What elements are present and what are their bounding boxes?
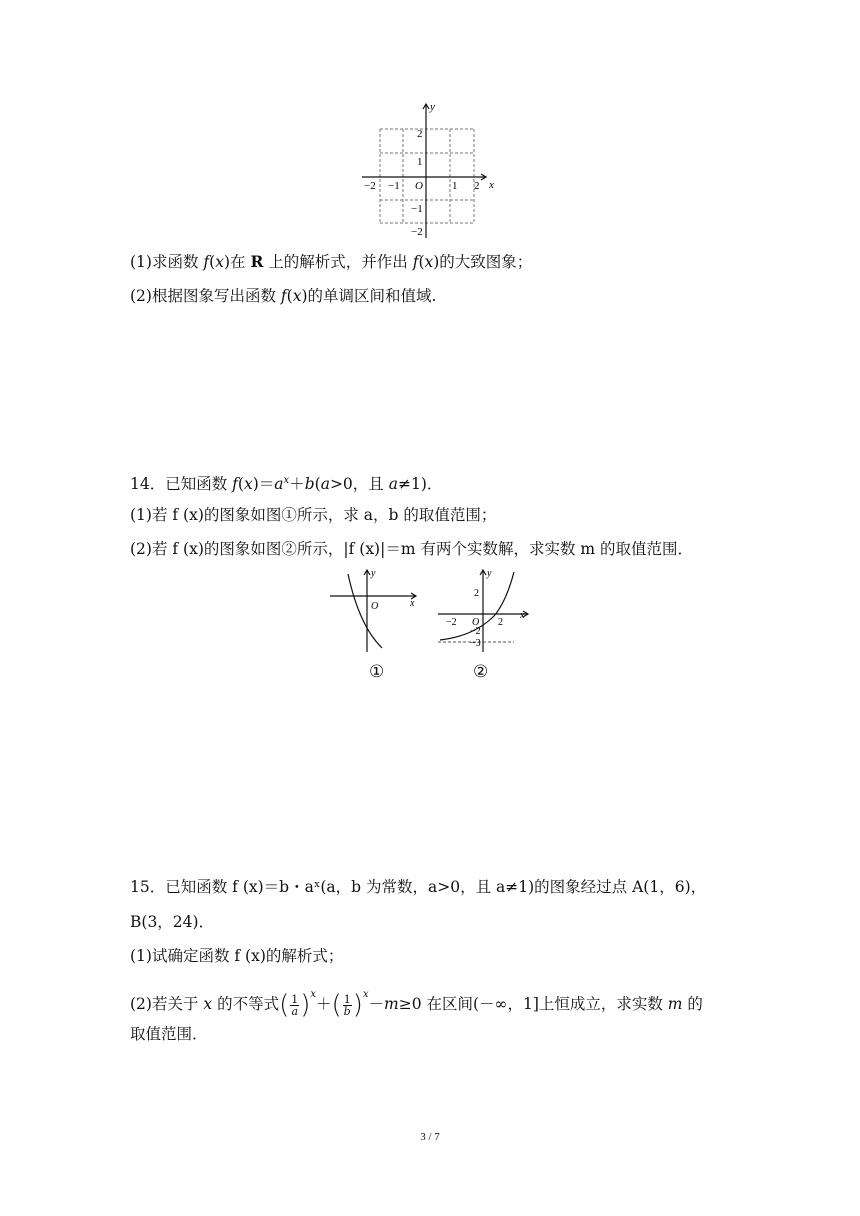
y-tick-2: 2 [417,128,423,140]
y-tick-neg2: −2 [411,226,423,238]
origin-label: O [415,180,423,192]
fig2-y-tick-2: 2 [474,588,479,599]
fig2-origin: O [472,617,480,628]
fraction-1-over-b: $\frac{1}{b}$ [343,992,351,1018]
fig2-caption: ② [473,662,489,682]
page-number: 3 / 7 [420,1131,440,1143]
fig1-caption: ① [369,662,385,682]
x-tick-neg2: −2 [364,180,376,192]
figure-1-graph [326,566,421,656]
fig1-origin: O [371,601,379,612]
q15-line1: 15．已知函数 f (x)＝b・aˣ(a，b 为常数，a>0，且 a≠1)的图象经过点 A(1，6)， [130,878,707,896]
q15-line4: (2)若关于 x 的不等式( $\frac{1}{a}$ )$^x$＋( $\frac{1}{b}$ )$^x$－m≥0 在区间(－∞，1]上恒成立，求实数 m 的 [130,989,703,1020]
fig2-y-label: y [487,568,492,579]
x-tick-neg1: −1 [388,180,400,192]
x-tick-2: 2 [474,180,480,192]
q13-part2: (2)根据图象写出函数 f(x)的单调区间和值域. [130,287,437,305]
q15-line2: B(3，24)． [130,913,215,931]
fig2-x-tick-neg2: −2 [446,617,457,628]
fraction-1-over-a: $\frac{1}{a}$ [291,992,299,1018]
y-axis-label: y [430,101,435,113]
fig1-y-label: y [371,568,376,579]
x-tick-1: 1 [452,180,458,192]
y-tick-1: 1 [417,156,423,168]
fig2-x-tick-2: 2 [498,617,503,628]
x-axis-label: x [489,179,494,191]
q14-heading: 14．已知函数 $f(x)=a^x+b(a>0$，且 a≠1)． [130,475,443,494]
y-tick-neg1: −1 [411,203,423,215]
q15-line5: 取值范围． [130,1025,208,1043]
fig1-x-label: x [410,598,415,609]
q14-part1: (1)若 f (x)的图象如图①所示，求 a，b 的取值范围； [130,506,497,524]
figure-2-graph [434,566,534,656]
fig2-y-tick-neg3: −3 [470,638,481,649]
fig2-y-tick-neg2: −2 [470,626,481,637]
q14-part2: (2)若 f (x)的图象如图②所示，|f (x)|＝m 有两个实数解，求实数 m 的取值范围． [130,540,694,558]
q13-part1: (1)求函数 f(x)在 R 上的解析式，并作出 f(x)的大致图象； [130,252,533,271]
coordinate-grid-figure [358,98,508,246]
q15-line3: (1)试确定函数 f (x)的解析式； [130,947,344,965]
fig2-x-label: x [520,610,525,621]
